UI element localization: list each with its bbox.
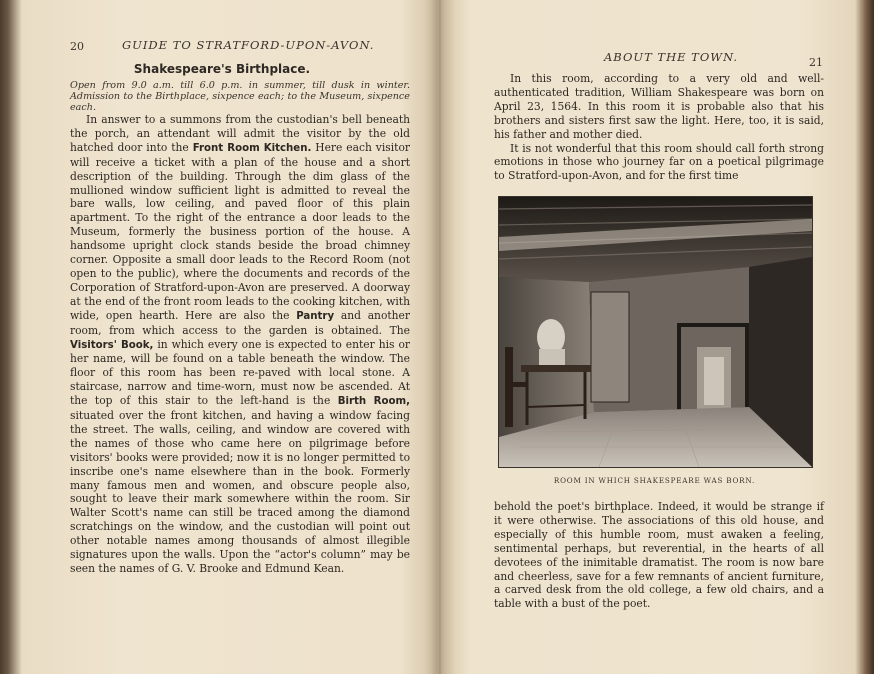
visitors-book-term: Visitors' Book, [70, 339, 154, 351]
page-number: 20 [70, 40, 84, 53]
text-run: in which every one is expected to enter his or her name, will be found on a table beneath the window. The floor of this room has been re-paved with local stone. A staircase, narrow and time-worn, must now be ascended. At the top of this stair to the left-hand is the [70, 337, 410, 408]
page-number: 21 [809, 56, 823, 69]
photo-caption: ROOM IN WHICH SHAKESPEARE WAS BORN. [553, 476, 756, 485]
running-head: GUIDE TO STRATFORD-UPON-AVON. [122, 38, 375, 52]
text-run: situated over the front kitchen, and having a window facing the street. The walls, ceiling, and window are covered with the names of those who came here on pilgrimage before visitors' books were provided; now it is no longer permitted to inscribe one's name elsewhere than in the book. Formerly many famous men and women, and obscure people also, sought to leave their mark somewhere within the room. Sir Walter Scott's name can still be traced among the diamond scratchings on the window, and the custodian will point out other notable names among thousands of almost illegible signatures upon the walls. Upon the “actor's column” may be seen the names of G. V. Brooke and Edmund Kean. [70, 409, 410, 575]
left-body-text [70, 113, 410, 576]
paragraph [70, 113, 410, 576]
birth-room-photograph [498, 196, 813, 468]
right-page [444, 0, 858, 674]
running-head: ABOUT THE TOWN. [604, 50, 739, 64]
opening-hours-note: Open from 9.0 a.m. till 6.0 p.m. in summer, till dusk in winter. Admission to the Birthplace, sixpence each; to the Museum, sixpence each. [70, 80, 410, 113]
right-top-text [494, 72, 824, 183]
pantry-term: Pantry [296, 310, 335, 322]
paragraph: behold the poet's birthplace. Indeed, it would be strange if it were otherwise. The associations of this old house, and especially of this humble room, must awaken a feeling, sentimental perhaps, but reverential, in the hearts of all devotees of the inimitable dramatist. The room is now bare and cheerless, save for a few remnants of ancient furniture, a carved desk from the old college, a few old chairs, and a table with a bust of the poet. [494, 500, 824, 611]
right-bottom-text [494, 500, 824, 611]
text-run: In answer to a summons from the custodian's bell beneath the porch, an attendant will admit the visitor by the old hatched door into the [70, 113, 410, 154]
paragraph: It is not wonderful that this room should call forth strong emotions in those who journey far on a poetical pilgrimage to Stratford-upon-Avon, and for the first time [494, 141, 824, 183]
room-photo-illustration [499, 197, 812, 467]
birth-room-term: Birth Room, [337, 396, 410, 408]
text-run: Here each visitor will receive a ticket with a plan of the house and a short description of the building. Through the dim glass of the mullioned window sufficient light is admitted to reveal the bare walls, low ceiling, and paved floor of this plain apartment. To the right of the entrance a door leads to the Museum, formerly the business portion of the house. A handsome upright clock stands beside the broad chimney corner. Opposite a small door leads to the Record Room (not open to the public), where the documents and records of the Corporation of Stratford-upon-Avon are preserved. A doorway at the end of the front room leads to the cooking kitchen, with wide, open hearth. Here are also the [70, 140, 410, 322]
text-run: and another room, from which access to the garden is obtained. The [70, 308, 410, 337]
section-title: Shakespeare's Birthplace. [133, 62, 311, 76]
left-page [22, 0, 434, 674]
paragraph: In this room, according to a very old and well-authenticated tradition, William Shakespeare was born on April 23, 1564. In this room it is probable also that his brothers and sisters first saw the light. Here, too, it is said, his father and mother died. [494, 72, 824, 141]
front-room-kitchen-term: Front Room Kitchen. [192, 142, 312, 154]
